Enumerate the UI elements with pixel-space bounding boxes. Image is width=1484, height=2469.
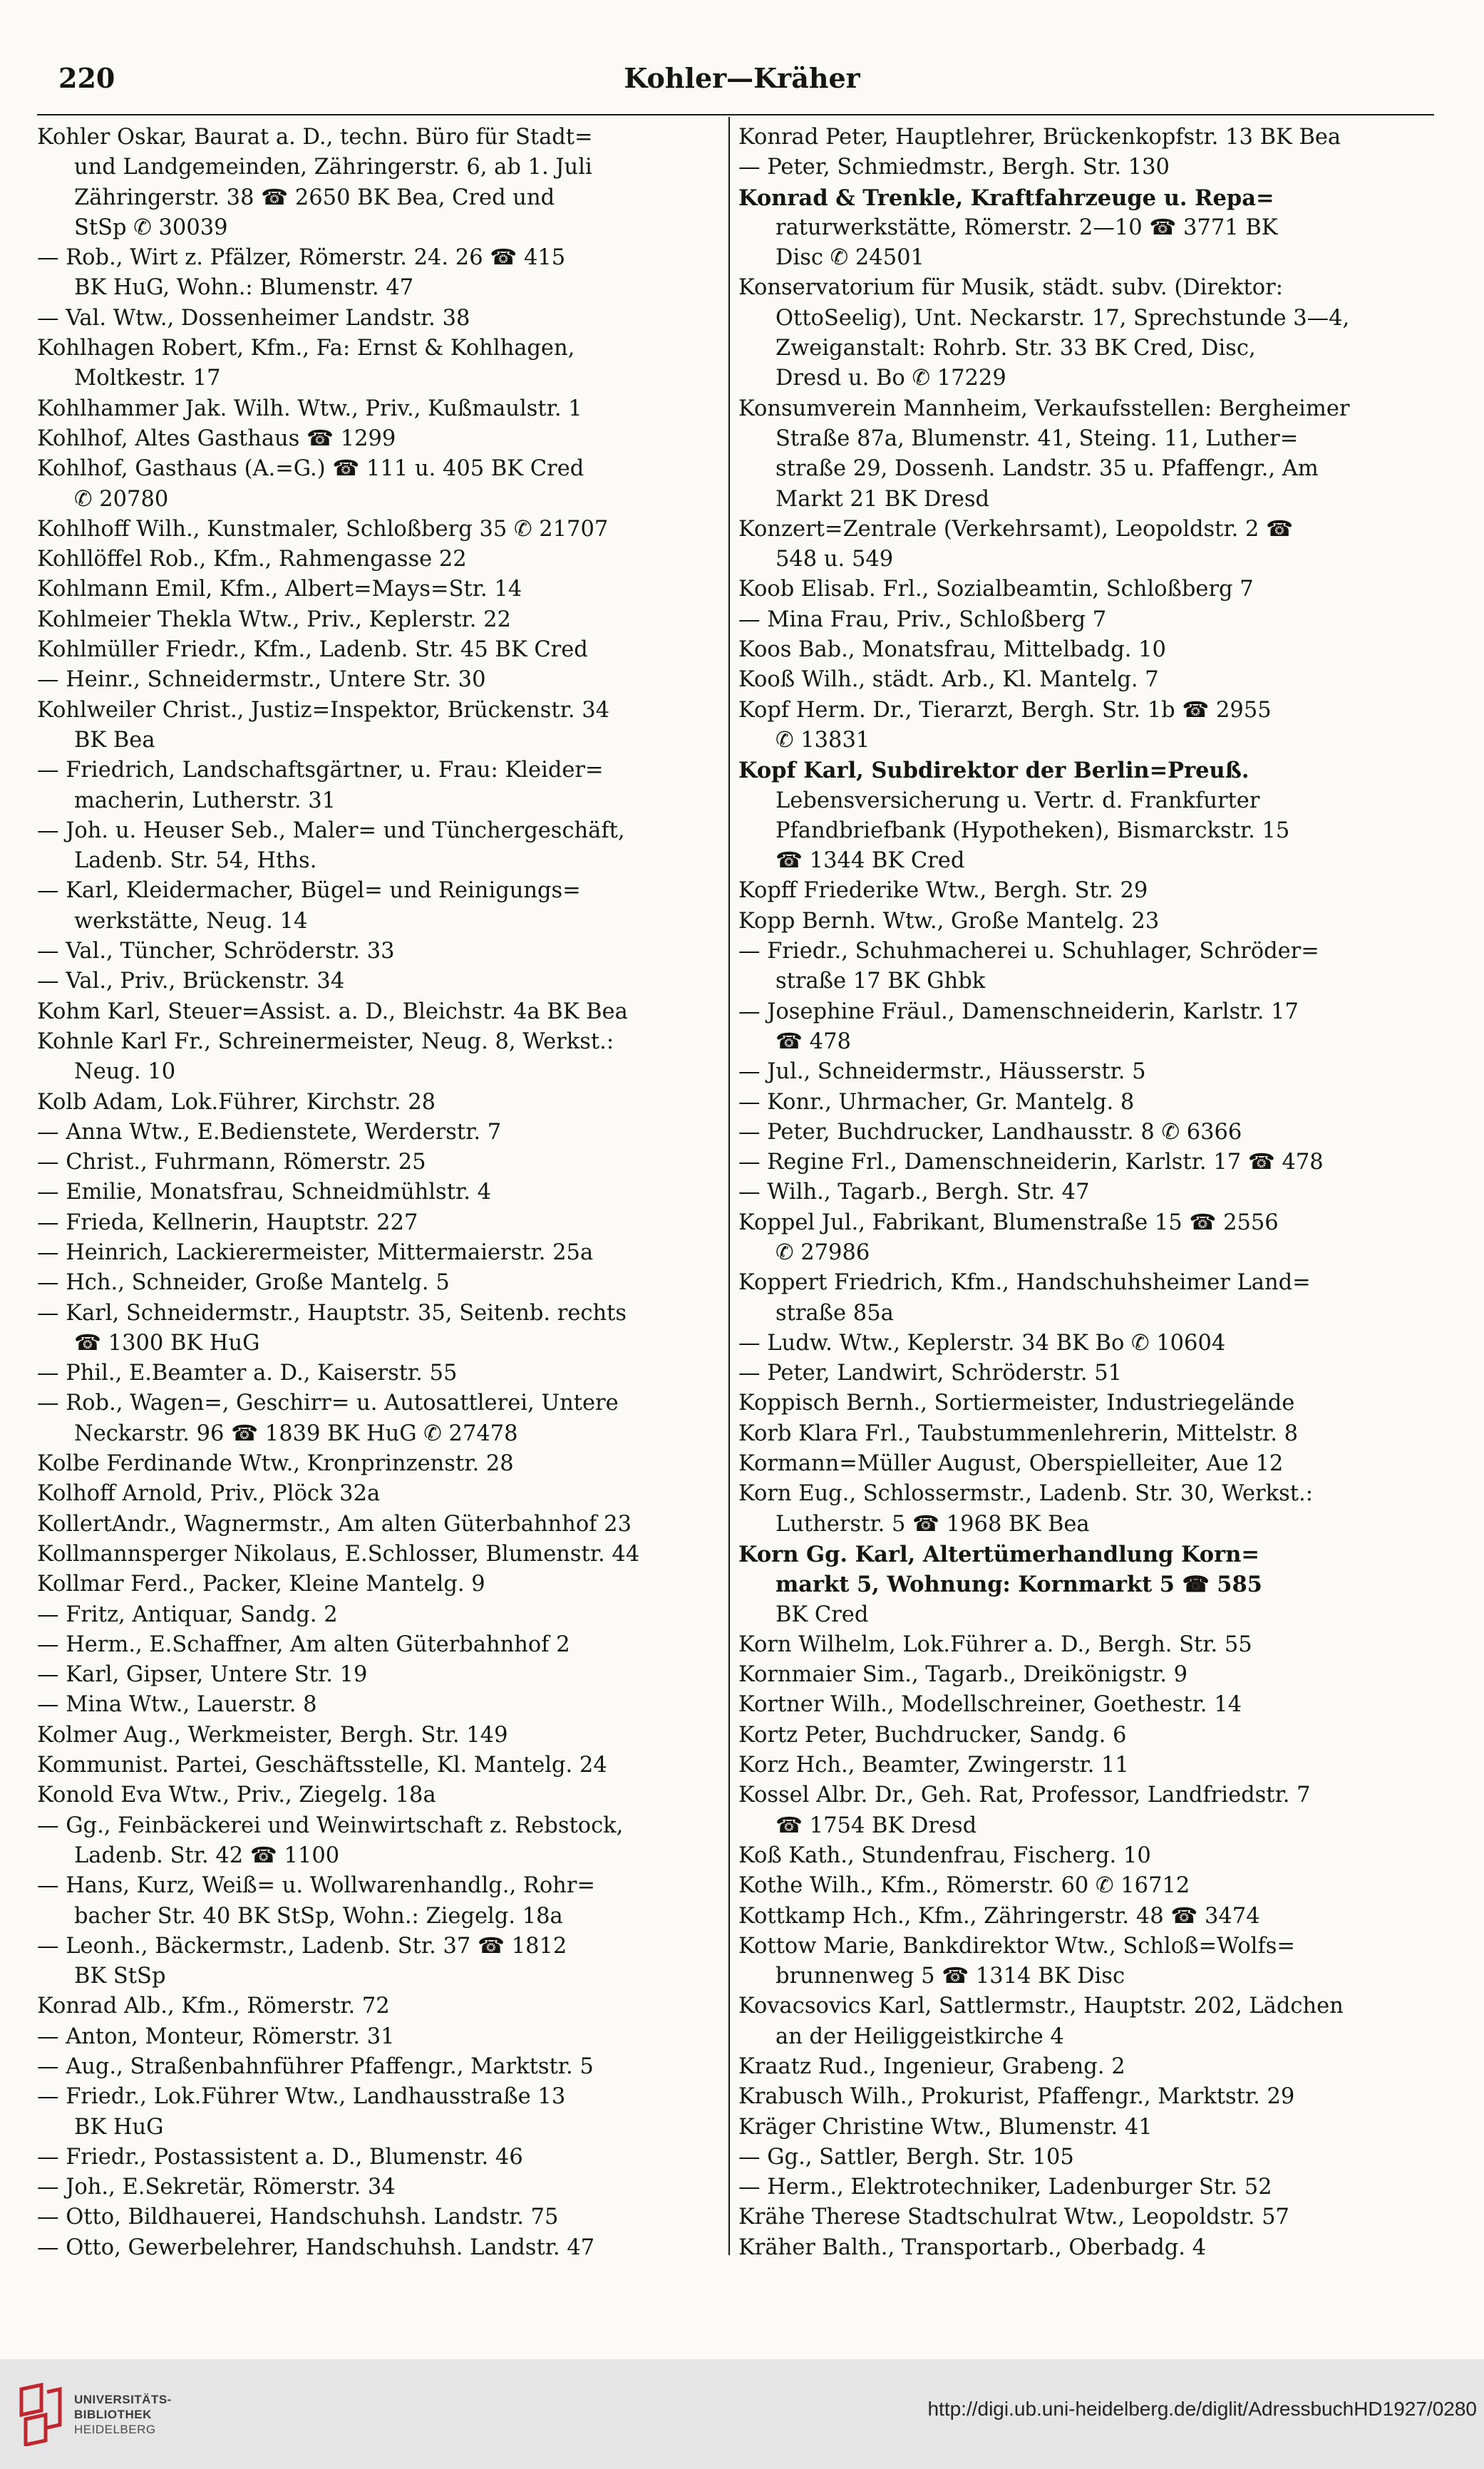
- directory-entry-line: — Hch., Schneider, Große Mantelg. 5: [37, 1270, 450, 1296]
- directory-entry-line: Koppisch Bernh., Sortiermeister, Industriegelände: [738, 1391, 1295, 1416]
- directory-entry-line: — Peter, Landwirt, Schröderstr. 51: [738, 1361, 1123, 1386]
- right-column: [738, 123, 1419, 2263]
- directory-entry-line: und Landgemeinden, Zähringerstr. 6, ab 1. Juli: [74, 155, 592, 180]
- directory-entry-line: — Karl, Schneidermstr., Hauptstr. 35, Seitenb. rechts: [37, 1300, 627, 1326]
- directory-entry-line: Kovacsovics Karl, Sattlermstr., Hauptstr. 202, Lädchen: [738, 1994, 1344, 2019]
- directory-entry-line: Konrad Alb., Kfm., Römerstr. 72: [37, 1994, 390, 2019]
- directory-entry-line: ☎ 1754 BK Dresd: [776, 1813, 977, 1838]
- directory-entry-line: ✆ 20780: [74, 486, 169, 512]
- directory-entry-line: straße 29, Dossenh. Landstr. 35 u. Pfaffengr., Am: [776, 456, 1319, 482]
- directory-entry-line: — Emilie, Monatsfrau, Schneidmühlstr. 4: [37, 1180, 491, 1205]
- directory-entry-line: Kopp Bernh. Wtw., Große Mantelg. 23: [738, 908, 1160, 934]
- directory-entry-line: Korb Klara Frl., Taubstummenlehrerin, Mittelstr. 8: [738, 1421, 1298, 1446]
- directory-entry-line: Ladenb. Str. 54, Hths.: [74, 848, 317, 874]
- directory-entry-line: — Josephine Fräul., Damenschneiderin, Karlstr. 17: [738, 999, 1299, 1024]
- directory-entry-line: Kraatz Rud., Ingenieur, Grabeng. 2: [738, 2054, 1125, 2079]
- directory-entry-line: — Jul., Schneidermstr., Häusserstr. 5: [738, 1059, 1146, 1085]
- logo-text-line3: HEIDELBERG: [74, 2423, 156, 2436]
- directory-entry-line: brunnenweg 5 ☎ 1314 BK Disc: [776, 1964, 1125, 1989]
- directory-entry-line: — Karl, Gipser, Untere Str. 19: [37, 1662, 368, 1688]
- directory-entry-line: Konrad & Trenkle, Kraftfahrzeuge u. Repa=: [738, 185, 1274, 211]
- directory-entry-line: Markt 21 BK Dresd: [776, 486, 990, 512]
- directory-entry-line: Kooß Wilh., städt. Arb., Kl. Mantelg. 7: [738, 667, 1159, 693]
- footer-bar: [0, 2359, 1484, 2469]
- directory-entry-line: StSp ✆ 30039: [74, 215, 228, 240]
- directory-entry-line: Koos Bab., Monatsfrau, Mittelbadg. 10: [738, 637, 1166, 663]
- directory-entry-line: — Frieda, Kellnerin, Hauptstr. 227: [37, 1210, 418, 1235]
- directory-entry-line: — Leonh., Bäckermstr., Ladenb. Str. 37 ☎ 1812: [37, 1933, 567, 1959]
- directory-entry-line: Kopf Herm. Dr., Tierarzt, Bergh. Str. 1b ☎ 2955: [738, 697, 1272, 723]
- directory-entry-line: Kolmer Aug., Werkmeister, Bergh. Str. 149: [37, 1722, 508, 1748]
- directory-entry-line: an der Heiliggeistkirche 4: [776, 2024, 1064, 2049]
- left-column: [37, 123, 718, 2263]
- directory-entry-line: 548 u. 549: [776, 547, 894, 572]
- directory-entry-line: — Hans, Kurz, Weiß= u. Wollwarenhandlg., Rohr=: [37, 1873, 595, 1899]
- directory-entry-line: Kortner Wilh., Modellschreiner, Goethestr. 14: [738, 1692, 1242, 1718]
- directory-entry-line: Straße 87a, Blumenstr. 41, Steing. 11, Luther=: [776, 426, 1299, 451]
- directory-entry-line: Korn Wilhelm, Lok.Führer a. D., Bergh. Str. 55: [738, 1632, 1252, 1657]
- directory-entry-line: Kohlmeier Thekla Wtw., Priv., Keplerstr. 22: [37, 607, 511, 632]
- directory-entry-line: — Aug., Straßenbahnführer Pfaffengr., Marktstr. 5: [37, 2054, 594, 2079]
- directory-entry-line: — Herm., Elektrotechniker, Ladenburger Str. 52: [738, 2175, 1272, 2200]
- directory-entry-line: BK StSp: [74, 1964, 166, 1989]
- directory-entry-line: Dresd u. Bo ✆ 17229: [776, 366, 1006, 391]
- directory-entry-line: raturwerkstätte, Römerstr. 2—10 ☎ 3771 BK: [776, 215, 1278, 240]
- directory-entry-line: — Ludw. Wtw., Keplerstr. 34 BK Bo ✆ 10604: [738, 1330, 1226, 1356]
- directory-entry-line: Kräger Christine Wtw., Blumenstr. 41: [738, 2114, 1153, 2140]
- directory-entry-line: — Anton, Monteur, Römerstr. 31: [37, 2024, 395, 2049]
- directory-entry-line: Kohlhagen Robert, Kfm., Fa: Ernst & Kohlhagen,: [37, 336, 575, 361]
- directory-entry-line: — Rob., Wirt z. Pfälzer, Römerstr. 24. 26 ☎ 415: [37, 245, 566, 271]
- directory-entry-line: — Heinr., Schneidermstr., Untere Str. 30: [37, 667, 486, 693]
- directory-entry-line: — Val. Wtw., Dossenheimer Landstr. 38: [37, 305, 470, 331]
- directory-entry-line: Kohlweiler Christ., Justiz=Inspektor, Brückenstr. 34: [37, 697, 610, 723]
- directory-entry-line: Kollmannsperger Nikolaus, E.Schlosser, Blumenstr. 44: [37, 1541, 640, 1567]
- directory-entry-line: OttoSeelig), Unt. Neckarstr. 17, Sprechstunde 3—4,: [776, 305, 1350, 331]
- directory-entry-line: BK HuG, Wohn.: Blumenstr. 47: [74, 275, 414, 301]
- directory-entry-line: Kohler Oskar, Baurat a. D., techn. Büro für Stadt=: [37, 125, 593, 150]
- library-emblem-icon: [16, 2382, 66, 2446]
- directory-entry-line: — Rob., Wagen=, Geschirr= u. Autosattlerei, Untere: [37, 1391, 619, 1416]
- directory-entry-line: ☎ 1300 BK HuG: [74, 1330, 260, 1356]
- directory-entry-line: Neckarstr. 96 ☎ 1839 BK HuG ✆ 27478: [74, 1421, 518, 1446]
- library-logo[interactable]: [16, 2382, 208, 2446]
- page-number: 220: [58, 62, 115, 94]
- directory-entry-line: — Friedrich, Landschaftsgärtner, u. Frau: Kleider=: [37, 758, 604, 783]
- directory-entry-line: Moltkestr. 17: [74, 366, 221, 391]
- directory-entry-line: Kortz Peter, Buchdrucker, Sandg. 6: [738, 1722, 1127, 1748]
- directory-entry-line: Koppel Jul., Fabrikant, Blumenstraße 15 ☎ 2556: [738, 1210, 1279, 1235]
- directory-entry-line: KollertAndr., Wagnermstr., Am alten Güterbahnhof 23: [37, 1511, 632, 1537]
- directory-entry-line: Kohnle Karl Fr., Schreinermeister, Neug. 8, Werkst.:: [37, 1029, 614, 1054]
- directory-entry-line: macherin, Lutherstr. 31: [74, 788, 336, 813]
- directory-entry-line: markt 5, Wohnung: Kornmarkt 5 ☎ 585: [776, 1572, 1262, 1598]
- directory-entry-line: Koppert Friedrich, Kfm., Handschuhsheimer Land=: [738, 1270, 1311, 1296]
- directory-entry-line: — Regine Frl., Damenschneiderin, Karlstr. 17 ☎ 478: [738, 1150, 1324, 1175]
- directory-entry-line: Kohlhammer Jak. Wilh. Wtw., Priv., Kußmaulstr. 1: [37, 396, 582, 421]
- directory-entry-line: Korz Hch., Beamter, Zwingerstr. 11: [738, 1753, 1129, 1778]
- directory-entry-line: Koob Elisab. Frl., Sozialbeamtin, Schloßberg 7: [738, 577, 1254, 602]
- directory-entry-line: Konrad Peter, Hauptlehrer, Brückenkopfstr. 13 BK Bea: [738, 125, 1341, 150]
- directory-entry-line: — Anna Wtw., E.Bedienstete, Werderstr. 7: [37, 1119, 502, 1145]
- directory-entry-line: — Val., Priv., Brückenstr. 34: [37, 969, 345, 994]
- column-divider: [728, 117, 730, 2255]
- logo-text-line1: UNIVERSITÄTS-: [74, 2393, 172, 2406]
- directory-entry-line: Lutherstr. 5 ☎ 1968 BK Bea: [776, 1511, 1090, 1537]
- directory-entry-line: Kottkamp Hch., Kfm., Zähringerstr. 48 ☎ 3474: [738, 1903, 1260, 1929]
- directory-entry-line: — Peter, Buchdrucker, Landhausstr. 8 ✆ 6366: [738, 1119, 1242, 1145]
- directory-entry-line: Kolhoff Arnold, Priv., Plöck 32a: [37, 1481, 381, 1507]
- directory-entry-line: Kopff Friederike Wtw., Bergh. Str. 29: [738, 878, 1148, 904]
- directory-entry-line: Korn Gg. Karl, Altertümerhandlung Korn=: [738, 1541, 1259, 1567]
- directory-entry-line: Zweiganstalt: Rohrb. Str. 33 BK Cred, Disc,: [776, 336, 1256, 361]
- directory-entry-line: — Heinrich, Lackierermeister, Mittermaierstr. 25a: [37, 1239, 594, 1265]
- directory-entry-line: Kopf Karl, Subdirektor der Berlin=Preuß.: [738, 758, 1249, 784]
- directory-entry-line: ☎ 1344 BK Cred: [776, 848, 965, 874]
- directory-entry-line: — Friedr., Postassistent a. D., Blumenstr. 46: [37, 2144, 523, 2170]
- directory-entry-line: — Joh. u. Heuser Seb., Maler= und Tünchergeschäft,: [37, 818, 625, 843]
- directory-entry-line: Kothe Wilh., Kfm., Römerstr. 60 ✆ 16712: [738, 1873, 1190, 1899]
- directory-entry-line: ✆ 13831: [776, 727, 870, 753]
- directory-entry-line: Krabusch Wilh., Prokurist, Pfaffengr., Marktstr. 29: [738, 2084, 1295, 2110]
- directory-entry-line: BK HuG: [74, 2114, 164, 2140]
- directory-entry-line: ✆ 27986: [776, 1239, 870, 1265]
- directory-entry-line: Pfandbriefbank (Hypotheken), Bismarckstr. 15: [776, 818, 1290, 843]
- directory-entry-line: Kohlmann Emil, Kfm., Albert=Mays=Str. 14: [37, 577, 522, 602]
- directory-entry-line: Kohlmüller Friedr., Kfm., Ladenb. Str. 45 BK Cred: [37, 637, 588, 663]
- directory-entry-line: Kohlhof, Altes Gasthaus ☎ 1299: [37, 426, 396, 451]
- directory-entry-line: — Karl, Kleidermacher, Bügel= und Reinigungs=: [37, 878, 581, 904]
- directory-entry-line: — Christ., Fuhrmann, Römerstr. 25: [37, 1150, 426, 1175]
- directory-entry-line: Zähringerstr. 38 ☎ 2650 BK Bea, Cred und: [74, 185, 555, 210]
- directory-entry-line: — Joh., E.Sekretär, Römerstr. 34: [37, 2175, 396, 2200]
- directory-entry-line: — Friedr., Lok.Führer Wtw., Landhausstraße 13: [37, 2084, 566, 2110]
- directory-entry-line: Lebensversicherung u. Vertr. d. Frankfurter: [776, 788, 1260, 813]
- directory-entry-line: — Mina Frau, Priv., Schloßberg 7: [738, 607, 1107, 632]
- directory-entry-line: Kohlhof, Gasthaus (A.=G.) ☎ 111 u. 405 BK Cred: [37, 456, 584, 482]
- directory-entry-line: Kossel Albr. Dr., Geh. Rat, Professor, Landfriedstr. 7: [738, 1783, 1311, 1808]
- directory-entry-line: straße 17 BK Ghbk: [776, 969, 986, 994]
- directory-entry-line: Konsumverein Mannheim, Verkaufsstellen: Bergheimer: [738, 396, 1350, 421]
- directory-entry-line: Konold Eva Wtw., Priv., Ziegelg. 18a: [37, 1783, 436, 1808]
- source-url[interactable]: http://digi.ub.uni-heidelberg.de/diglit/AdressbuchHD1927/0280: [927, 2398, 1477, 2420]
- directory-entry-line: Disc ✆ 24501: [776, 245, 924, 271]
- directory-entry-line: Korn Eug., Schlossermstr., Ladenb. Str. 30, Werkst.:: [738, 1481, 1313, 1507]
- directory-entry-line: bacher Str. 40 BK StSp, Wohn.: Ziegelg. 18a: [74, 1903, 563, 1929]
- directory-entry-line: — Peter, Schmiedmstr., Bergh. Str. 130: [738, 155, 1170, 180]
- directory-entry-line: Krähe Therese Stadtschulrat Wtw., Leopoldstr. 57: [738, 2205, 1289, 2230]
- directory-entry-line: — Val., Tüncher, Schröderstr. 33: [37, 939, 395, 964]
- directory-entry-line: — Gg., Feinbäckerei und Weinwirtschaft z. Rebstock,: [37, 1813, 624, 1838]
- directory-entry-line: BK Bea: [74, 727, 155, 753]
- directory-entry-line: Kornmaier Sim., Tagarb., Dreikönigstr. 9: [738, 1662, 1187, 1688]
- directory-entry-line: Koß Kath., Stundenfrau, Fischerg. 10: [738, 1842, 1151, 1868]
- running-title: Kohler—Kräher: [624, 62, 860, 94]
- directory-entry-line: — Wilh., Tagarb., Bergh. Str. 47: [738, 1180, 1090, 1205]
- directory-entry-line: werkstätte, Neug. 14: [74, 908, 308, 934]
- directory-entry-line: — Phil., E.Beamter a. D., Kaiserstr. 55: [37, 1361, 458, 1386]
- directory-entry-line: BK Cred: [776, 1602, 869, 1627]
- directory-entry-line: — Friedr., Schuhmacherei u. Schuhlager, Schröder=: [738, 939, 1319, 964]
- directory-entry-line: Kollmar Ferd., Packer, Kleine Mantelg. 9: [37, 1572, 485, 1597]
- directory-entry-line: Kolb Adam, Lok.Führer, Kirchstr. 28: [37, 1089, 436, 1115]
- directory-entry-line: — Mina Wtw., Lauerstr. 8: [37, 1692, 317, 1718]
- directory-entry-line: — Konr., Uhrmacher, Gr. Mantelg. 8: [738, 1089, 1135, 1115]
- directory-entry-line: Kottow Marie, Bankdirektor Wtw., Schloß=Wolfs=: [738, 1933, 1295, 1959]
- directory-entry-line: Kolbe Ferdinande Wtw., Kronprinzenstr. 28: [37, 1451, 514, 1477]
- directory-entry-line: Kommunist. Partei, Geschäftsstelle, Kl. Mantelg. 24: [37, 1753, 607, 1778]
- directory-entry-line: Kohlhoff Wilh., Kunstmaler, Schloßberg 35 ✆ 21707: [37, 516, 609, 542]
- directory-entry-line: Konzert=Zentrale (Verkehrsamt), Leopoldstr. 2 ☎: [738, 516, 1294, 542]
- directory-entry-line: Kohllöffel Rob., Kfm., Rahmengasse 22: [37, 547, 467, 572]
- directory-entry-line: Kräher Balth., Transportarb., Oberbadg. 4: [738, 2235, 1207, 2260]
- directory-entry-line: — Herm., E.Schaffner, Am alten Güterbahnhof 2: [37, 1632, 570, 1657]
- directory-entry-line: Konservatorium für Musik, städt. subv. (Direktor:: [738, 275, 1284, 301]
- header-rule: [37, 114, 1434, 115]
- directory-entry-line: Neug. 10: [74, 1059, 176, 1085]
- directory-entry-line: Kormann=Müller August, Oberspielleiter, Aue 12: [738, 1451, 1284, 1477]
- directory-entry-line: ☎ 478: [776, 1029, 851, 1054]
- directory-entry-line: Kohm Karl, Steuer=Assist. a. D., Bleichstr. 4a BK Bea: [37, 999, 628, 1024]
- logo-text-line2: BIBLIOTHEK: [74, 2408, 152, 2421]
- directory-entry-line: — Otto, Gewerbelehrer, Handschuhsh. Landstr. 47: [37, 2235, 595, 2260]
- directory-entry-line: straße 85a: [776, 1300, 894, 1326]
- directory-entry-line: — Gg., Sattler, Bergh. Str. 105: [738, 2144, 1074, 2170]
- directory-entry-line: — Fritz, Antiquar, Sandg. 2: [37, 1602, 338, 1627]
- directory-entry-line: — Otto, Bildhauerei, Handschuhsh. Landstr. 75: [37, 2205, 559, 2230]
- directory-entry-line: Ladenb. Str. 42 ☎ 1100: [74, 1842, 340, 1868]
